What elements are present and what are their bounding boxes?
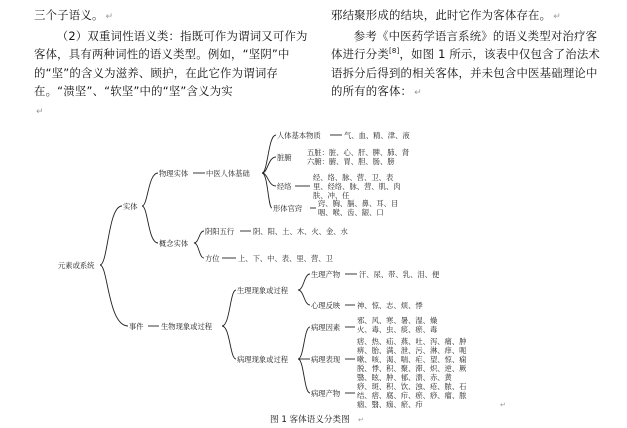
left-paragraph-2: （2）双重词性语义类：指既可作为谓词又可作为客体，具有两种词性的语义类型。例如，“坚阴”中的“坚”的含义为滋养、顾护，在此它作为谓词存在。“溃坚”、“软坚”中的“坚”含义为实 (34, 28, 308, 98)
paragraph-mark: ↵ (105, 12, 114, 22)
right-column (331, 6, 601, 103)
label-body-basic: 人体基本物质 (277, 131, 321, 140)
items-patho-cause-2: 火、毒、虫、痰、瘀、毒 (357, 325, 438, 334)
node-entity: 实体 (123, 202, 138, 211)
left-paragraph-3 (34, 101, 318, 122)
items-patho-manifest-5: 翳、眩、肿、郁、溃、赤、黄 (357, 373, 452, 382)
label-organ: 形体官窍 (273, 204, 303, 213)
node-root: 元素或系统 (58, 261, 95, 270)
items-jingluo-3: 肤、冲、任 (313, 191, 350, 200)
items-body-basic: 气、血、精、津、液 (344, 131, 410, 140)
citation-ref[interactable]: [8] (388, 47, 400, 56)
node-bio-process: 生物现象或过程 (161, 322, 213, 331)
items-patho-product-1: 痧、斑、积、饮、浊、疮、脓、石 (357, 382, 467, 391)
node-patho-process: 病理现象或过程 (237, 355, 289, 364)
right-paragraph-1: 邪结聚形成的结块，此时它作为客体存在。 ↵ (331, 8, 561, 22)
items-direction: 上、下、中、表、里、营、卫 (238, 254, 333, 263)
label-patho-manifest: 病理表现 (311, 355, 341, 364)
items-zangfu-1: 五脏：脏、心、肝、脾、肺、肾 (307, 148, 410, 157)
node-tcm-body: 中医人体基础 (206, 169, 250, 178)
items-jingluo-2: 里、经络、脉、营、肌、肉 (313, 182, 401, 191)
label-physio-product: 生理产物 (311, 270, 341, 279)
items-organ-2: 咽、喉、齿、龈、口 (318, 208, 384, 217)
items-physio-product: 汗、尿、带、乳、泪、便 (359, 270, 440, 279)
items-organ-1: 窍、胸、膈、鼻、耳、目 (318, 199, 399, 208)
label-direction: 方位 (205, 254, 220, 263)
label-mind: 心理反映 (311, 301, 341, 310)
left-paragraph-1: 三个子语义。 ↵ (34, 8, 114, 22)
items-patho-manifest-2: 痹、胎、满、泄、污、淋、痒、呃 (357, 346, 467, 355)
items-patho-manifest-1: 痞、热、疝、燕、吐、泻、痛、肿 (357, 337, 467, 346)
node-physio-process: 生理现象或过程 (237, 286, 289, 295)
paragraph-mark: ↵ (500, 401, 506, 409)
items-yinyang: 阴、阳、土、木、火、金、水 (253, 227, 348, 236)
paragraph-mark: ↵ (358, 416, 364, 424)
paragraph-mark: ↵ (553, 12, 561, 22)
label-zangfu: 脏腑 (277, 153, 292, 162)
semantic-tree-figure (0, 122, 627, 428)
paragraph-mark: ↵ (36, 106, 44, 117)
left-column (34, 6, 318, 121)
items-patho-manifest-3: 嗽、咳、渴、喘、疟、望、惊、痫 (357, 355, 467, 364)
paragraph-mark: ↵ (414, 88, 422, 98)
figure-caption: 图 1 客体语义分类图 (270, 415, 350, 425)
right-paragraph-2: 参考《中医药学语言系统》的语义类型对治疗客体进行分类[8]，如图 1 所示，该表中仅包含了治法术语拆分后得到的相关客体，并未包含中医基础理论中的所有的客体： ↵ (331, 28, 601, 98)
items-patho-cause-1: 邪、风、寒、暑、湿、燥 (357, 316, 438, 325)
items-mind: 神、惊、志、烦、悸 (357, 301, 423, 310)
label-patho-product: 病理产物 (311, 389, 341, 398)
label-yinyang: 阴阳五行 (205, 227, 235, 236)
items-patho-product-3: 痼、翳、痂、瘀、疖 (357, 400, 423, 409)
node-concept-entity: 概念实体 (159, 239, 189, 248)
label-jingluo: 经络 (277, 182, 292, 191)
items-zangfu-2: 六腑：腑、胃、胆、肠、膀 (307, 157, 395, 166)
items-jingluo-1: 经、络、脉、营、卫、表 (313, 173, 394, 182)
items-patho-manifest-4: 脱、悸、积、聚、滞、炽、逆、厥 (357, 364, 467, 373)
label-patho-cause: 病理因素 (311, 323, 341, 332)
node-physical-entity: 物理实体 (159, 169, 189, 178)
items-patho-product-2: 结、痞、腐、疖、瘀、痧、瘤、脓 (357, 391, 467, 400)
node-event: 事件 (129, 322, 144, 331)
